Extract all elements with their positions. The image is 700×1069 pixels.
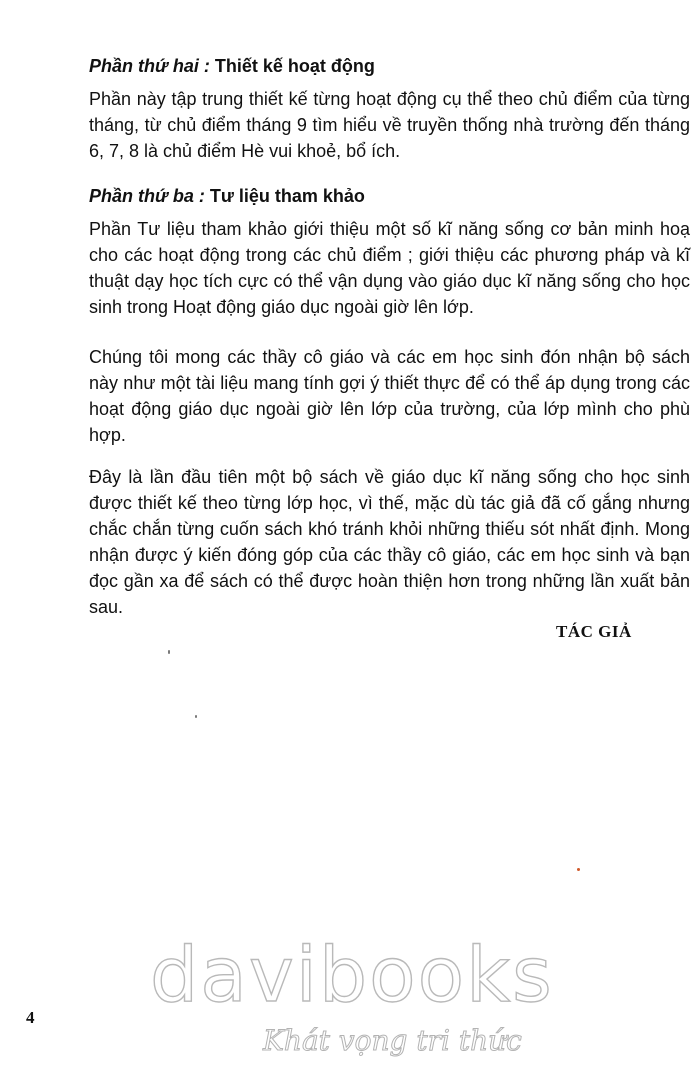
page-number: 4 [26,1008,35,1027]
section-body-part-three: Phần Tư liệu tham khảo giới thiệu một số kĩ năng sống cơ bản minh hoạ cho các hoạt động trong các chủ điểm ; giới thiệu các phương pháp và kĩ thuật dạy học tích cực có thể vận dụng vào giáo dục kĩ năng sống cho học sinh trong Hoạt động giáo dục ngoài giờ lên lớp. [89,219,690,317]
section-heading-part-two [89,54,690,78]
section-heading-part-three [89,184,690,208]
watermark-tagline: Khát vọng tri thức [263,1024,522,1057]
page-content [89,54,690,620]
scan-speck [168,650,170,654]
section-heading-title: Thiết kế hoạt động [214,56,375,76]
section-body-part-two: Phần này tập trung thiết kế từng hoạt động cụ thể theo chủ điểm của từng tháng, từ chủ điểm tháng 9 tìm hiểu về truyền thống nhà trường đến tháng 6, 7, 8 là chủ điểm Hè vui khoẻ, bổ ích. [89,89,690,161]
scan-speck [577,868,580,871]
author-signature: TÁC GIẢ [556,622,632,641]
section-heading-title: Tư liệu tham khảo [209,186,365,206]
section-heading-prefix: Phần thứ hai : [89,56,210,76]
section-heading-prefix: Phần thứ ba : [89,186,205,206]
scan-speck [195,715,197,718]
closing-paragraph: Đây là lần đầu tiên một bộ sách về giáo dục kĩ năng sống cho học sinh được thiết kế theo từng lớp học, vì thế, mặc dù tác giả đã cố gắng nhưng chắc chắn từng cuốn sách khó tránh khỏi những thiếu sót nhất định. Mong nhận được ý kiến đóng góp của các thầy cô giáo, các em học sinh và bạn đọc gần xa để sách có thể được hoàn thiện hơn trong những lần xuất bản sau. [89,467,690,617]
closing-paragraph: Chúng tôi mong các thầy cô giáo và các em học sinh đón nhận bộ sách này như một tài liệu mang tính gợi ý thiết thực để có thể áp dụng trong các hoạt động giáo dục ngoài giờ lên lớp của trường, của lớp mình cho phù hợp. [89,347,690,445]
watermark-logo: davibooks [150,930,554,1019]
